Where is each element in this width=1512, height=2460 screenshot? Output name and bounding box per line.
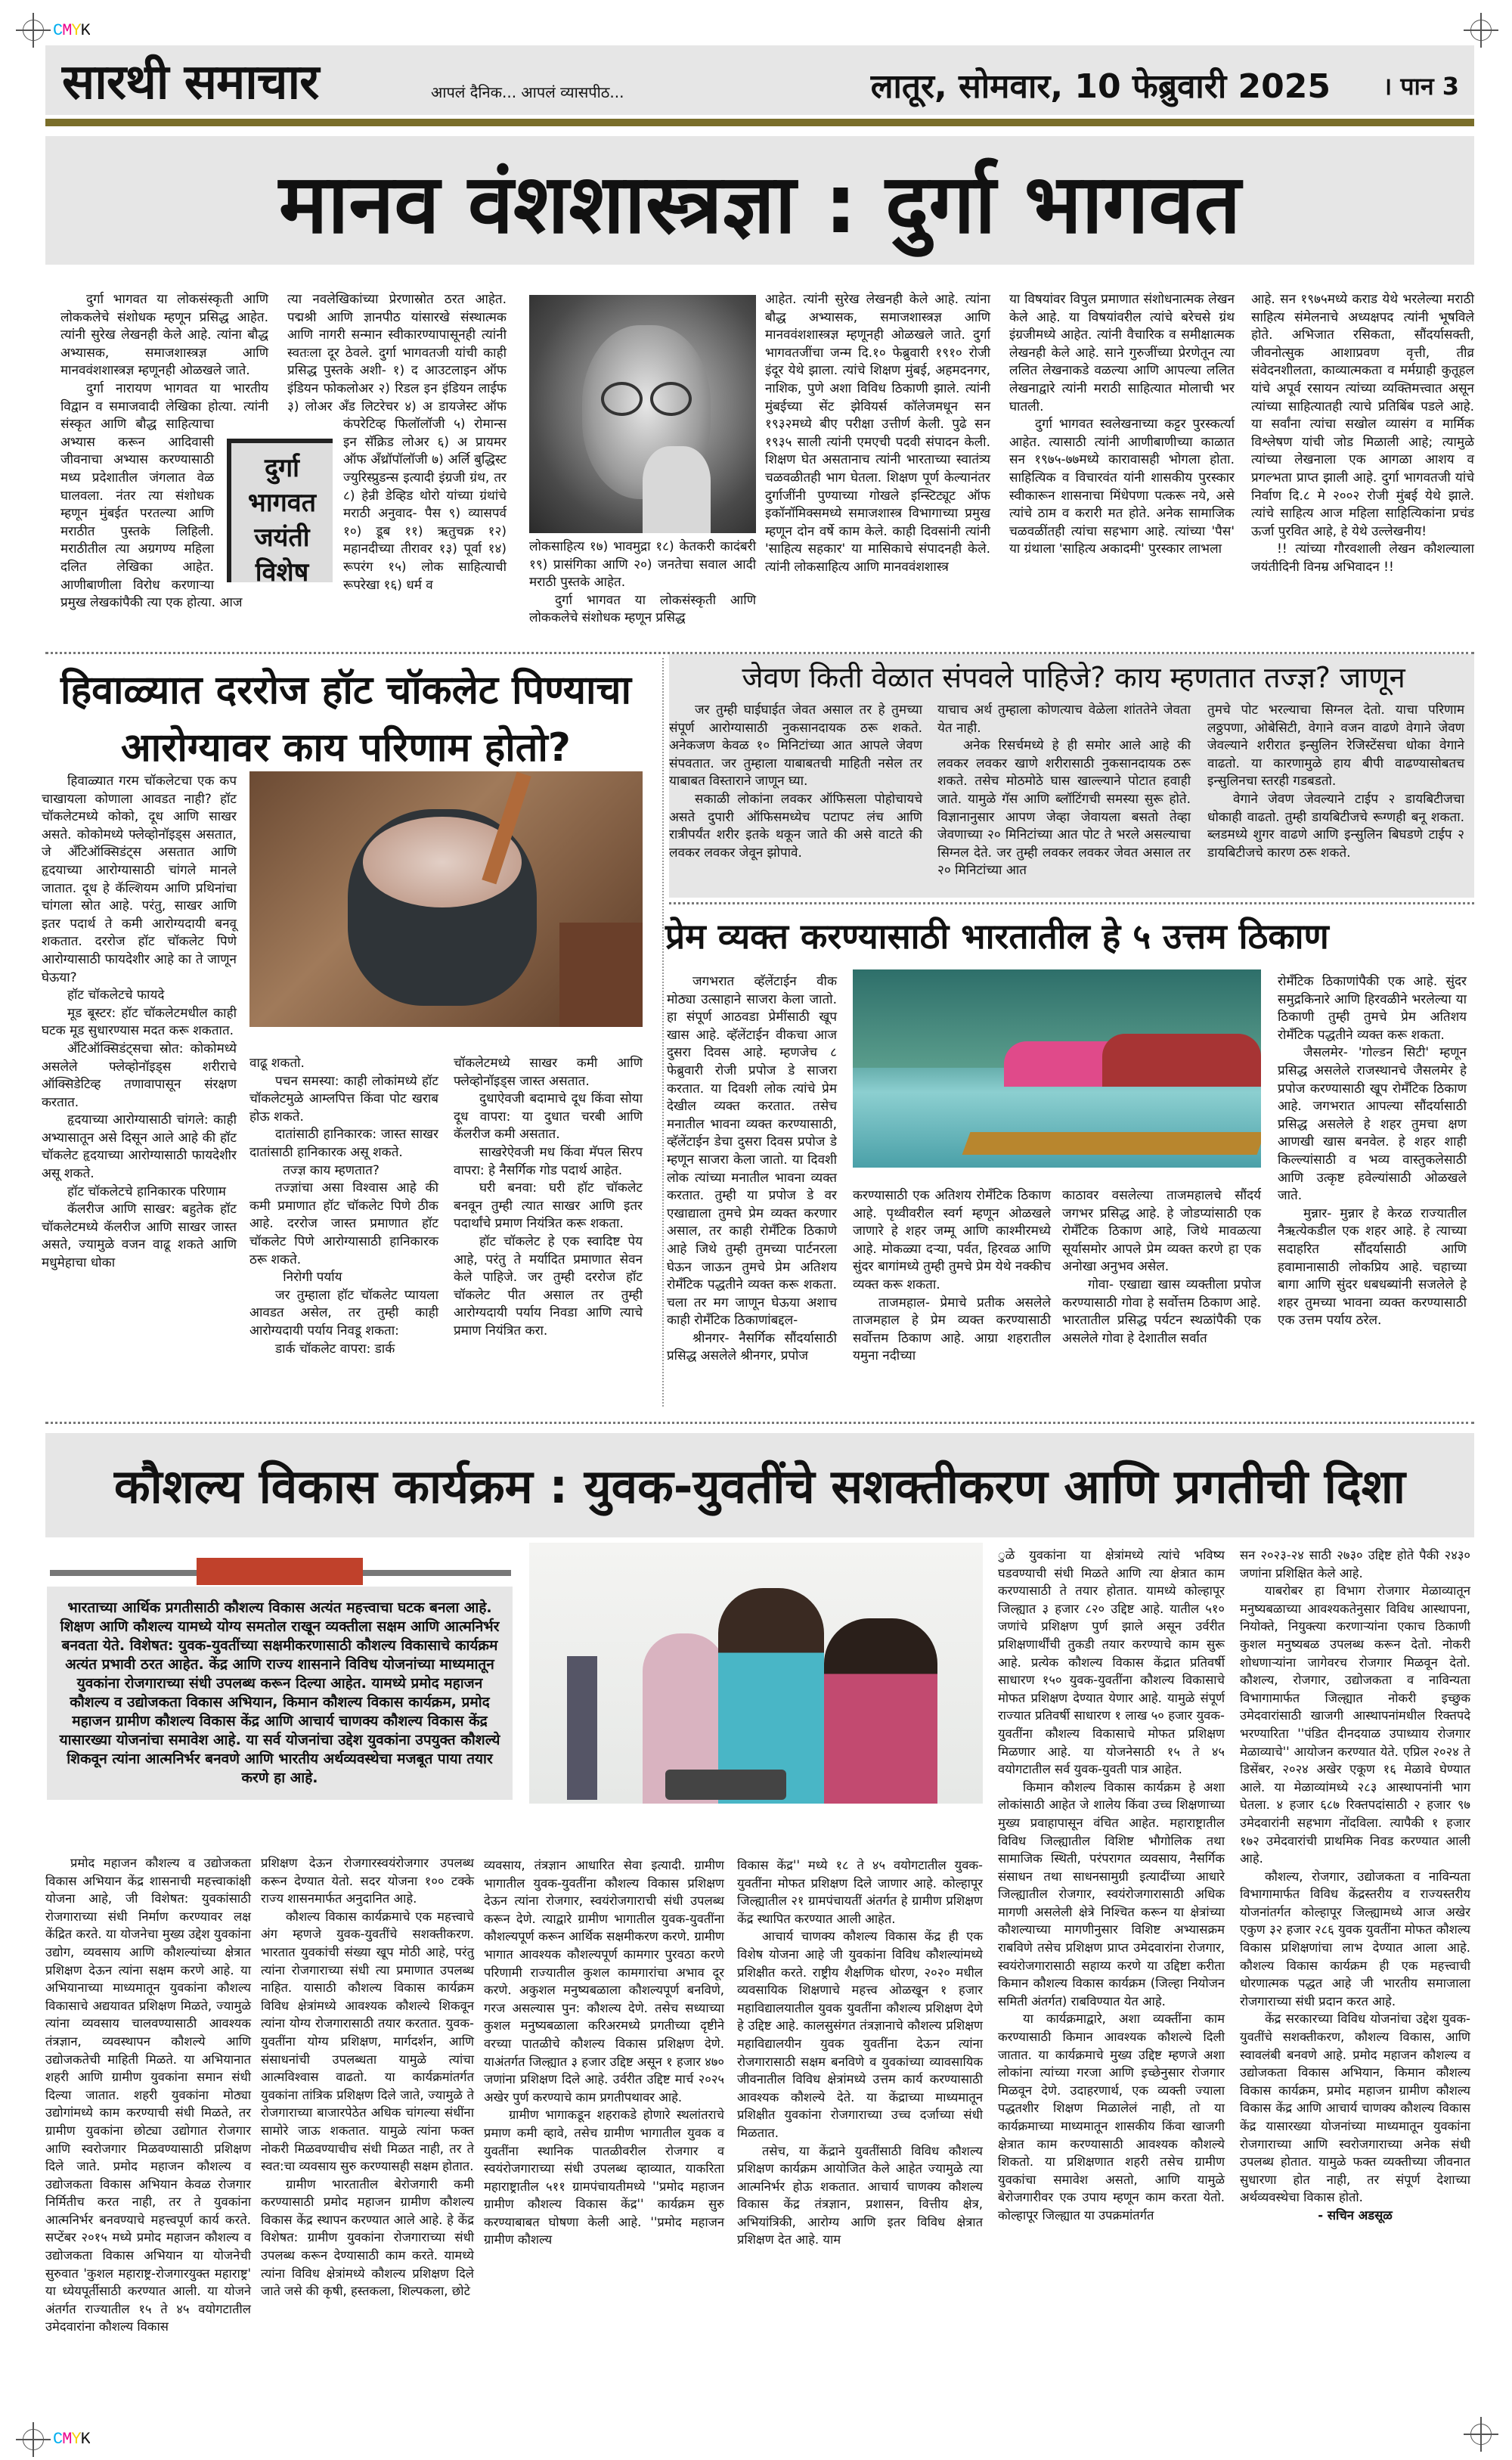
hot-chocolate-photo	[249, 771, 643, 1027]
paragraph: !! त्यांच्या गौरवशाली लेखन कौशल्याला जयंतीदिनी विनम्र अभिवादन !!	[1251, 541, 1474, 575]
paragraph: कॅलरीज आणि साखर: बहुतेक हॉट चॉकलेटमध्ये कॅलरीज आणि साखर जास्त असते, ज्यामुळे वजन वाढू शकते आणि मधुमेहाचा धोका	[42, 1202, 237, 1271]
intro-paragraph: भारताच्या आर्थिक प्रगतीसाठी कौशल्य विकास अत्यंत महत्त्वाचा घटक बनला आहे. शिक्षण आणि कौशल्य यामध्ये योग्य समतोल राखून व्यक्तीला सक्षम आणि आत्मनिर्भर बनवता येते. विशेषत: युवक-युवतींच्या सक्षमीकरणासाठी कौशल्य विकासाचे कार्यक्रम अत्यंत प्रभावी ठरत आहेत. केंद्र आणि राज्य शासनाने विविध योजनांच्या माध्यमातून युवकांना रोजगाराच्या संधी उपलब्ध करून दिल्या आहेत. यामध्ये प्रमोद महाजन कौशल्य व उद्योजकता विकास अभियान, किमान कौशल्य विकास कार्यक्रम, प्रमोद महाजन ग्रामीण कौशल्य विकास केंद्र आणि आचार्य चाणक्य कौशल्य विकास केंद्र यासारख्या योजनांचा समावेश आहे. या सर्व योजनांचा उद्देश युवकांना उपयुक्त कौशल्ये शिकवून त्यांना आत्मनिर्भर बनवणे आणि भारतीय अर्थव्यवस्थेचा मजबूत पाया तयार करणे हा आहे.	[59, 1599, 500, 1786]
durga-col-6	[1251, 291, 1474, 577]
paragraph: तुमचे पोट भरल्याचा सिग्नल देतो. याचा परिणाम लठ्ठपणा, ओबेसिटी, वेगाने वजन वाढणे वेगाने जेवण जेवल्याने शरीरात इन्सुलिन रेजिस्टेंसचा धोका वेगाने वाढतो. या कारणामुळे हाय बीपी वाढण्यासोबतच इन्सुलिनचा स्तरही गडबडतो.	[1207, 703, 1464, 789]
paragraph: काठावर वसलेल्या ताजमहालचे सौंदर्य जगभर प्रसिद्ध आहे. हे जोडप्यांसाठी एक रोमॅंटिक ठिकाण आहे, जिथे मावळत्या सूर्यासमोर आपले प्रेम व्यक्त करणे हा एक अनोखा अनुभव असेल.	[1062, 1188, 1261, 1275]
paragraph: जर तुम्ही घाईघाईत जेवत असाल तर हे तुमच्या संपूर्ण आरोग्यासाठी नुकसानदायक ठरू शकते. अनेकजण केवळ १० मिनिटांच्या आत आपले जेवण संपवतात. जर तुम्हाला याबाबतची माहिती नसेल तर याबाबत विस्ताराने जाणून घ्या.	[669, 703, 922, 789]
paragraph: ग्रामीण भागाकडून शहराकडे होणारे स्थलांतराचे प्रमाण कमी व्हावे, तसेच ग्रामीण भागातील युवक व युवतींना स्थानिक पातळीवरील रोजगार व स्वयंरोजगाराच्या संधी उपलब्ध व्हाव्यात, याकरिता महाराष्ट्रातील ५११ ग्रामपंचायतीमध्ये ''प्रमोद महाजन ग्रामीण कौशल्य विकास केंद्र'' कार्यक्रम सुरु करण्याबाबत घोषणा केली आहे. ''प्रमोद महाजन ग्रामीण कौशल्य	[484, 2108, 724, 2248]
paragraph: ताजमहाल- प्रेमाचे प्रतीक असलेले ताजमहाल हे प्रेम व्यक्त करण्यासाठी सर्वोत्तम ठिकाण आहे. आग्रा शहरातील यमुना नदीच्या	[853, 1295, 1051, 1364]
skills-col-2	[261, 1854, 474, 2300]
paragraph: दुर्गा भागवत या लोकसंस्कृती आणि लोककलेचे संशोधक म्हणून प्रसिद्ध	[529, 592, 756, 626]
paragraph: दुर्गा भागवत स्वलेखनाच्या कट्टर पुरस्कर्त्या आहेत. त्यासाठी त्यांनी आणीबाणीच्या काळात सन १९७५-७७मध्ये कारावासही भोगला होता. साहित्यिक व विचारवंत यांनी शासकीय पुरस्कार स्वीकारून शासनाचा मिंधेपणा पत्करू नये, असे त्यांचे ठाम व करारी मत होते. अनेक सामाजिक चळवळींतही त्यांचा सहभाग आहे. त्यांच्या 'पैस' या ग्रंथाला 'साहित्य अकादमी' पुरस्कार लाभला	[1009, 417, 1235, 557]
paragraph: ुळे युवकांना या क्षेत्रांमध्ये त्यांचे भविष्य घडवण्याची संधी मिळते आणि त्या क्षेत्रात काम करण्यासाठी ते तयार होतात. यामध्ये कोल्हापूर जिल्ह्यात ३ हजार ८२० उद्दिष्ट आहे. यातील ५१० जणांचे प्रशिक्षण पुर्ण झाले असून उर्वरीत प्रशिक्षणार्थींची तुकडी तयार करण्याचे काम सुरू आहे. प्रत्येक कौशल्य विकास केंद्रात प्रतिवर्षी साधारण १५० युवक-युवतींना कौशल्य विकासाचे मोफत प्रशिक्षण देण्यात येणार आहे. यामुळे संपूर्ण राज्यात प्रतिवर्षी साधारण १ लाख ५० हजार युवक-युवतींना कौशल्य विकासाचे मोफत प्रशिक्षण मिळणार आहे. या योजनेसाठी १५ ते ४५ वयोगटातील सर्व युवक-युवती पात्र आहेत.	[998, 1548, 1225, 1777]
skills-intro-box	[47, 1587, 513, 1800]
paragraph: केंद्र सरकारच्या विविध योजनांचा उद्देश युवक-युवतींचे सशक्तीकरण, कौशल्य विकास, आणि स्वावलंबी बनवणे आहे. प्रमोद महाजन कौशल्य व उद्योजकता विकास अभियान, किमान कौशल्य विकास कार्यक्रम, प्रमोद महाजन ग्रामीण कौशल्य विकास केंद्र आणि आचार्य चाणक्य कौशल्य विकास केंद्र यासारख्या योजनांच्या माध्यमातून युवकांना रोजगाराच्या आणि स्वरोजगाराच्या अनेक संधी उपलब्ध होतात. यामुळे फक्त व्यक्तीच्या जीवनात सुधारणा होत नाही, तर संपूर्ण देशाच्या अर्थव्यवस्थेचा विकास होतो.	[1240, 2012, 1470, 2205]
paragraph: याचाच अर्थ तुम्हाला कोणत्याच वेळेला शांततेने जेवता येत नाही.	[937, 703, 1191, 736]
meal-col-2	[937, 702, 1191, 880]
headline-line: आरोग्यावर काय परिणाम होतो?	[121, 725, 571, 771]
headline-meal-time: जेवण किती वेळात संपवले पाहिजे? काय म्हणतात तज्ज्ञ? जाणून	[742, 661, 1405, 694]
paragraph: चॉकलेटमध्ये साखर कमी आणि फ्लेव्होनॉइड्स जास्त असतात.	[454, 1056, 643, 1089]
paragraph: प्रमोद महाजन कौशल्य व उद्योजकता विकास अभियान केंद्र शासनाची महत्त्वाकांक्षी योजना आहे, जी विशेषत: युवकांसाठी रोजगाराच्या संधी निर्माण करण्यावर लक्ष केंद्रित करते. या योजनेचा मुख्य उद्देश युवकांना उद्योग, व्यवसाय आणि कौशल्यांच्या क्षेत्रात प्रशिक्षण देऊन त्यांना सक्षम करणे आहे. या अभियानाच्या माध्यमातून युवकांना कौशल्य विकासाचे अद्ययावत प्रशिक्षण मिळते, ज्यामुळे त्यांना व्यवसाय चालवण्यासाठी आवश्यक तंत्रज्ञान, व्यवस्थापन कौशल्ये आणि उद्योजकतेची माहिती मिळते. या अभियानात शहरी आणि ग्रामीण युवकांना समान संधी दिल्या जातात. शहरी युवकांना मोठ्या उद्योगांमध्ये काम करण्याची संधी मिळते, तर ग्रामीण युवकांना छोट्या उद्योगात रोजगार आणि स्वरोजगार मिळवण्यासाठी प्रशिक्षण दिले जाते. प्रमोद महाजन कौशल्य व उद्योजकता विकास अभियान केवळ रोजगार निर्मितीच करत नाही, तर ते युवकांना आत्मनिर्भर बनवण्याचे महत्त्वपूर्ण कार्य करते. सप्टेंबर २०१५ मध्ये प्रमोद महाजन कौशल्य व उद्योजकता विकास अभियान या योजनेची सुरुवात 'कुशल महाराष्ट्र-रोजगारयुक्त महाराष्ट्र' या ध्येयपूर्तीसाठी करण्यात आली. या योजने अंतर्गत राज्यातील १५ ते ४५ वयोगटातील उमेदवारांना कौशल्य विकास	[45, 1856, 251, 2334]
paragraph: दातांसाठी हानिकारक: जास्त साखर दातांसाठी हानिकारक असू शकते.	[249, 1127, 438, 1160]
paragraph: रोमॅंटिक ठिकाणांपैकी एक आहे. सुंदर समुद्रकिनारे आणि हिरवळीने भरलेल्या या ठिकाणी तुम्ही तुमचे प्रेम अतिशय रोमॅंटिक पद्धतीने व्यक्त करू शकता.	[1278, 974, 1467, 1043]
dateline: लातूर, सोमवार, 10 फेब्रुवारी 2025	[870, 67, 1331, 106]
paragraph: दुर्गा नारायण भागवत या भारतीय विद्वान व समाजवादी लेखिका होत्या. त्यांनी संस्कृत आणि बौद्ध साहित्याचा अभ्यास करून आदिवासी जीवनाचा अभ्यास करण्यासाठी मध्य प्रदेशातील जंगलात वेळ घालवला. नंतर त्या संशोधक म्हणून मुंबईत परतल्या आणि मराठीत पुस्तके लिहिली. मराठीतील त्या अग्रगण्य महिला दलित लेखिका आहेत. आणीबाणीला विरोध करणाऱ्या प्रमुख लेखकांपैकी त्या एक होत्या. आज	[60, 380, 268, 611]
registration-mark-icon	[23, 20, 44, 41]
travel-col-3	[1062, 1187, 1261, 1348]
masthead-rule	[45, 119, 1474, 126]
paragraph: अँटिऑक्सिडंट्सचा स्रोत: कोकोमध्ये असलेले फ्लेव्होनॉइड्स शरीराचे ऑक्सिडेटिव्ह तणावापासून संरक्षण करतात.	[42, 1041, 237, 1110]
chocolate-col-2	[249, 1055, 438, 1358]
cmyk-mark: CMYK	[53, 21, 90, 40]
paragraph: याबरोबर हा विभाग रोजगार मेळाव्यातून मनुष्यबळाच्या आवश्यकतेनुसार विविध आस्थापना, नियोक्ते, नियुक्त्या करणाऱ्यांना एकाच ठिकाणी कुशल मनुष्यबळ उपलब्ध करून देतो. नोकरी शोधणाऱ्यांना जागेवरच रोजगार मिळवून देतो. कौशल्य, रोजगार, उद्योजकता व नाविन्यता विभागामार्फत जिल्ह्यात नोकरी इच्छुक उमेदवारांसाठी खाजगी आस्थापनांमधील रिक्तपदे भरण्यारिता ''पंडित दीनदयाळ उपाध्याय रोजगार मेळाव्याचे'' आयोजन करण्यात येते. एप्रिल २०२४ ते डिसेंबर, २०२४ अखेर एकूण १६ मेळावे घेण्यात आले. या मेळाव्यांमध्ये २८३ आस्थापनांनी भाग घेतला. ४ हजार ६८७ रिक्तपदांसाठी २ हजार ९७ उमेदवारांनी सहभाग नोंदविला. त्यापैकी १ हजार १७२ उमेदवारांची प्राथमिक निवड करण्यात आली आहे.	[1240, 1584, 1470, 1866]
paragraph: जैसलमेर- 'गोल्डन सिटी' म्हणून प्रसिद्ध असलेले राजस्थानचे जैसलमेर हे प्रपोज करण्यासाठी खूप रोमॅंटिक ठिकाण आहे. जगभरात आपल्या सौंदर्यासाठी प्रसिद्ध असलेले हे शहर तुमचा क्षण आणखी खास बनवेल. हे शहर शाही किल्ल्यांसाठी व भव्य वास्तुकलेसाठी आणि उत्कृष्ट हवेल्यांसाठी ओळखले जाते.	[1278, 1045, 1467, 1204]
paragraph: अनेक रिसर्चमध्ये हे ही समोर आले आहे की लवकर लवकर खाणे शरीरासाठी नुकसानदायक ठरू शकते. तसेच मोठमोठे घास खाल्ल्याने पोटात हवाही जाते. यामुळे गॅस आणि ब्लॉटिंगची समस्या सुरू होते. विज्ञानानुसार आपण जेव्हा जेवायला बसतो तेव्हा जेवणाच्या २० मिनिटांच्या आत पोट ते भरले असल्याचा सिग्नल देते. जर तुम्ही लवकर लवकर जेवत असाल तर २० मिनिटांच्या आत	[937, 738, 1191, 879]
paragraph: सकाळी लोकांना लवकर ऑफिसला पोहोचायचे असते दुपारी ऑफिसमध्येच पटापट लंच आणि रात्रीपर्यंत शरीर इतके थकून जाते की असे वाटते की लवकर लवकर जेवून झोपावे.	[669, 791, 922, 861]
headline-skills: कौशल्य विकास कार्यक्रम : युवक-युवतींचे सशक्तीकरण आणि प्रगतीची दिशा	[45, 1433, 1474, 1537]
paragraph: दुधाऐवजी बदामाचे दूध किंवा सोया दूध वापरा: या दुधात चरबी आणि कॅलरीज कमी असतात.	[454, 1091, 643, 1143]
registration-mark-icon	[1470, 2424, 1492, 2445]
headline-hot-chocolate	[30, 662, 662, 777]
paragraph: दुर्गा भागवत या लोकसंस्कृती आणि लोककलेचे संशोधक म्हणून प्रसिद्ध आहेत. त्यांनी सुरेख लेखनही केले आहे. त्यांना बौद्ध अभ्यासक, समाजशास्त्रज्ञ आणि मानववंशशास्त्रज्ञ म्हणूनही ओळखले जाते.	[60, 292, 268, 379]
callout-line: भागवत	[247, 488, 317, 518]
meal-col-3	[1207, 702, 1464, 862]
paragraph: हॉट चॉकलेट हे एक स्वादिष्ट पेय आहे, परंतु ते मर्यादित प्रमाणात सेवन केले पाहिजे. जर तुम्ही दररोज हॉट चॉकलेट पीत असाल तर तुम्ही आरोग्यदायी पर्याय निवडा आणि त्याचे प्रमाण नियंत्रित करा.	[454, 1233, 643, 1339]
paragraph: या कार्यक्रमाद्वारे, अशा व्यक्तींना काम करण्यासाठी किमान आवश्यक कौशल्ये दिली जातात. या कार्यक्रमाचे मुख्य उद्दिष्ट म्हणजे अशा लोकांना त्यांच्या गरजा आणि इच्छेनुसार रोजगार मिळवून देणे. उदाहरणार्थ, एक व्यक्ती ज्याला पद्धतशीर शिक्षण मिळालेलं नाही, तो या कार्यक्रमाच्या माध्यमातून शासकीय किंवा खाजगी क्षेत्रात काम करण्यासाठी आवश्यक कौशल्ये शिकतो. या प्रशिक्षणात शहरी तसेच ग्रामीण युवकांचा समावेश असतो, आणि यामुळे बेरोजगारीवर एक उपाय म्हणून काम करता येतो. कोल्हापूर जिल्ह्यात या उपक्रमांतर्गत	[998, 2012, 1225, 2223]
registration-mark-icon	[1470, 20, 1492, 41]
paragraph: कौशल्य, रोजगार, उद्योजकता व नाविन्यता विभागामार्फत विविध केंद्रस्तरीय व राज्यस्तरीय योजनांतर्गत कोल्हापूर जिल्ह्यामध्ये आज अखेर एकुण ३२ हजार २८६ युवक युवतींना मोफत कौशल्य विकास प्रशिक्षणांचा लाभ देण्यात आला आहे. कौशल्य विकास कार्यक्रम ही एक महत्त्वाची धोरणात्मक पद्धत आहे जी भारतीय समाजाला रोजगाराच्या संधी प्रदान करत आहे.	[1240, 1869, 1470, 2009]
intro-tab	[197, 1558, 363, 1585]
travel-col-4	[1278, 973, 1467, 1330]
paragraph: पचन समस्या: काही लोकांमध्ये हॉट चॉकलेटमुळे आम्लपित्त किंवा पोट खराब होऊ शकते.	[249, 1073, 438, 1125]
paragraph: आहे. सन १९७५मध्ये कराड येथे भरलेल्या मराठी साहित्य संमेलनाचे अध्यक्षपद त्यांनी भूषविले होते. अभिजात रसिकता, सौंदर्यासक्ती, जीवनोत्सुक आशाप्रवण वृत्ती, तीव्र संवेदनशीलता, काव्यात्मकता व मर्मग्राही कुतूहल यांचे अपूर्व रसायन त्यांच्या व्यक्तिमत्त्वात असून त्यांच्या साहित्यातही त्याचे प्रतिबिंब पडले आहे. या सर्वांना त्यांचा सखोल व्यासंग व मार्मिक विश्लेषण यांची जोड मिळाली आहे; त्यामुळे त्यांच्या लेखनाला एक आगळा आशय व प्रगल्भता प्राप्त झाली आहे. दुर्गा भागवतजी यांचे निर्वाण दि.८ मे २००२ रोजी मुंबई येथे झाले. त्यांचे साहित्य आज महिला साहित्यिकांना प्रचंड ऊर्जा पुरवित आहे, हे येथे उल्लेखनीय!	[1251, 292, 1474, 539]
cmyk-mark: CMYK	[53, 2430, 90, 2449]
travel-col-2	[853, 1187, 1051, 1366]
paragraph: प्रशिक्षण देऊन रोजगारस्वयंरोजगार उपलब्ध करून देण्यात येतो. सदर योजना १०० टक्के राज्य शासनमार्फत अनुदानित आहे.	[261, 1856, 474, 1906]
registration-mark-icon	[23, 2429, 44, 2450]
paragraph: व्यवसाय, तंत्रज्ञान आधारित सेवा इत्यादी. ग्रामीण भागातील युवक-युवतींना कौशल्य विकास प्रशिक्षण देऊन त्यांना रोजगार, स्वयंरोजगाराची संधी उपलब्ध करून देणे. त्याद्वारे ग्रामीण भागातील युवक-युवतींना कौशल्यपूर्ण करून आर्थिक सक्षमीकरण करणे. ग्रामीण भागात आवश्यक कौशल्यपूर्ण कामगार पुरवठा करणे परिणामी राज्यातील कुशल कामगारांचा अभाव दूर करणे. अकुशल मनुष्यबळाला कौशल्यपूर्ण बनविणे, गरज असल्यास पुन: कौशल्य देणे. तसेच सध्याच्या कुशल मनुष्यबळाला करिअरमध्ये प्रगतीच्या दृष्टीने वरच्या पातळीचे कौशल्य विकास प्रशिक्षण देणे. याअंतर्गत जिल्ह्यात ३ हजार उद्दिष्ट असून १ हजार ४७० जणांना प्रशिक्षण दिले आहे. उर्वरीत उद्दिष्ट मार्च २०२५ अखेर पुर्ण करण्याचे काम प्रगतीपथावर आहे.	[484, 1858, 724, 2105]
paragraph: मुन्नार- मुन्नार हे केरळ राज्यातील नैऋत्येकडील एक शहर आहे. हे त्याच्या सदाहरित सौंदर्यासाठी आणि हवामानासाठी लोकप्रिय आहे. चहाच्या बागा आणि सुंदर धबधब्यांनी सजलेले हे शहर तुमच्या भावना व्यक्त करण्यासाठी एक उत्तम पर्याय ठरेल.	[1278, 1205, 1467, 1329]
paragraph: तसेच, या केंद्राने युवतींसाठी विविध कौशल्य प्रशिक्षण कार्यक्रम आयोजित केले आहेत ज्यामुळे त्या आत्मनिर्भर होऊ शकतात. आचार्य चाणक्य कौशल्य विकास केंद्र तंत्रज्ञान, प्रशासन, वित्तीय क्षेत्र, अभियांत्रिकी, आरोग्य आणि इतर विविध क्षेत्रात प्रशिक्षण देत आहे. याम	[737, 2143, 983, 2248]
paragraph: आचार्य चाणक्य कौशल्य विकास केंद्र ही एक विशेष योजना आहे जी युवकांना विविध कौशल्यांमध्ये प्रशिक्षीत करते. राष्ट्रीय शैक्षणिक धोरण, २०२० मधील व्यवसायिक शिक्षणाचे महत्त्व ओळखून १ हजार महाविद्यालयातील युवक युवतींना कौशल्य प्रशिक्षण देणे हे उद्दिष्ट आहे. कालसुसंगत तंत्रज्ञानाचे कौशल्य प्रशिक्षण महाविद्यालयीन युवक युवतींना देऊन त्यांना रोजगारासाठी सक्षम बनविणे व युवकांच्या व्यावसायिक जीवनातील विविध क्षेत्रांमध्ये उत्तम कार्य करण्यासाठी आवश्यक कौशल्ये देते. या केंद्राच्या माध्यमातून प्रशिक्षीत युवकांना रोजगाराच्या उच्च दर्जाच्या संधी मिळतात.	[737, 1929, 983, 2140]
chocolate-col-1	[42, 773, 237, 1273]
paragraph: गोवा- एखाद्या खास व्यक्तीला प्रपोज करण्यासाठी गोवा हे सर्वोत्तम ठिकाण आहे. भारतातील प्रसिद्ध पर्यटन स्थळांपैकी एक असलेले गोवा हे देशातील सर्वात	[1062, 1277, 1261, 1346]
paragraph: आहेत. त्यांनी सुरेख लेखनही केले आहे. त्यांना बौद्ध अभ्यासक, समाजशास्त्रज्ञ आणि मानववंशशास्त्रज्ञ म्हणूनही ओळखले जाते. दुर्गा भागवतजींचा जन्म दि.१० फेब्रुवारी १९१० रोजी इंदूर येथे झाला. त्यांचे शिक्षण मुंबई, अहमदनगर, नाशिक, पुणे अशा विविध ठिकाणी झाले. त्यांनी मुंबईच्या सेंट झेवियर्स कॉलेजमधून सन १९३२मध्ये बीए परीक्षा उत्तीर्ण केली. पुढे सन १९३५ साली त्यांनी एमएची पदवी संपादन केली. शिक्षण घेत असतानाच त्यांनी भारताच्या स्वातंत्र्य चळवळीतही भाग घेतला. शिक्षण पूर्ण केल्यानंतर दुर्गाजींनी पुण्याच्या गोखले इन्स्टिट्यूट ऑफ इकॉनॉमिक्समध्ये समाजशास्त्र विभागाच्या प्रमुख म्हणून दोन वर्षे काम केले. काही दिवसांनी त्यांनी 'साहित्य सहकार' या मासिकाचे संपादनही केले. त्यांनी लोकसाहित्य आणि मानववंशशास्त्र	[765, 292, 990, 575]
paragraph: सन २०२३-२४ साठी २७३० उद्दिष्ट होते पैकी २४३० जणांना प्रशिक्षित केले आहे.	[1240, 1548, 1470, 1581]
paragraph: हृदयाच्या आरोग्यासाठी चांगले: काही अभ्यासातून असे दिसून आले आहे की हॉट चॉकलेट हृदयाच्या आरोग्यासाठी फायदेशीर असू शकते.	[42, 1112, 237, 1182]
callout-line: जयंती	[254, 523, 310, 553]
paragraph: किमान कौशल्य विकास कार्यक्रम हे अशा लोकांसाठी आहेत जे शालेय किंवा उच्च शिक्षणाच्या मुख्य प्रवाहापासून वंचित आहेत. महाराष्ट्रातील विविध जिल्ह्यातील विशिष्ट भौगोलिक तथा सामाजिक स्थिती, परंपरागत व्यवसाय, नैसर्गिक संसाधन तथा साधनसामुग्री इत्यादींच्या आधारे जिल्ह्यातील रोजगार, स्वयंरोजगारासाठी अधिक मागणी असलेली क्षेत्रे निश्चित करून या क्षेत्रांच्या कौशल्याच्या मागणीनुसार विशिष्ट अभ्यासक्रम राबविणे तसेच प्रशिक्षण प्राप्त उमेदवारांना रोजगार, स्वयंरोजगारासाठी सहाय्य करणे या उद्दिष्टा करीता किमान कौशल्य विकास कार्यक्रम (जिल्हा नियोजन समिती अंतर्गत) राबविण्यात येत आहे.	[998, 1779, 1225, 2009]
callout-line: दुर्गा	[264, 453, 299, 483]
newspaper-logo: सारथी समाचार	[62, 54, 319, 110]
section-divider	[45, 1422, 1474, 1424]
meal-col-1	[669, 702, 922, 862]
paragraph: लोकसाहित्य १७) भावमुद्रा १८) केतकरी कादंबरी १९) प्रासंगिका आणि २०) जनतेचा सवाल आदी मराठी पुस्तके आहेत.	[529, 539, 756, 591]
travel-col-1	[667, 973, 837, 1366]
paragraph: डार्क चॉकलेट वापरा: डार्क	[275, 1341, 395, 1357]
chocolate-col-3	[454, 1055, 643, 1341]
section-divider	[669, 902, 1474, 904]
paragraph: त्या नवलेखिकांच्या प्रेरणास्रोत ठरत आहेत. पद्मश्री आणि ज्ञानपीठ यांसारखे संस्थात्मक आणि नागरी सन्मान स्वीकारण्यापासूनही त्यांनी स्वतःला दूर ठेवले. दुर्गा भागवतजी यांची काही प्रसिद्ध पुस्तके अशी- १) द आउटलाइन ऑफ इंडियन फोकलोअर २) रिडल इन इंडियन लाईफ ३) लोअर अँड लिटरेचर ४) अ डायजेस्ट ऑफ कंपरेटिव्ह फिलॉलॉजी ५) रोमान्स इन सॅक्रिड लोअर ६) अ प्रायमर ऑफ अँथ्रॉपॉलॉजी ७) अर्लि बुद्धिस्ट ज्युरिस्प्रुडन्स इत्यादी इंग्रजी ग्रंथ, तर ८) हेन्री डेव्हिड थोरो यांच्या ग्रंथांचे मराठी अनुवाद- पैस ९) व्यासपर्व १०) डूब ११) ऋतुचक्र १२) महानदीच्या तीरावर १३) पूर्वा १४) रूपरंग १५) लोक साहित्याची रूपरेखा १६) धर्म व	[287, 292, 507, 593]
paragraph: वाढू शकतो.	[249, 1056, 305, 1071]
paragraph: श्रीनगर- नैसर्गिक सौंदर्यासाठी प्रसिद्ध असलेले श्रीनगर, प्रपोज	[667, 1330, 837, 1364]
paragraph: या विषयांवर विपुल प्रमाणात संशोधनात्मक लेखन केले आहे. या विषयांवरील त्यांचे बरेचसे ग्रंथ इंग्रजीमध्ये आहेत. त्यांनी वैचारिक व समीक्षात्मक लेखनही केले आहे. साने गुरुजींच्या प्रेरणेतून त्या ललित लेखनाकडे वळल्या आणि आपल्या ललित लेखनाद्वारे त्यांनी मराठी साहित्यात मोलाची भर घातली.	[1009, 292, 1235, 414]
page-number: । पान 3	[1383, 72, 1459, 101]
paragraph: कौशल्य विकास कार्यक्रमाचे एक महत्त्वाचे अंग म्हणजे युवक-युवतींचे सशक्तीकरण. भारतात युवकांची संख्या खूप मोठी आहे, परंतु त्यांना रोजगाराच्या संधी त्या प्रमाणात उपलब्ध नाहित. यासाठी कौशल्य विकास कार्यक्रम विविध क्षेत्रांमध्ये आवश्यक कौशल्ये शिकवून त्यांना योग्य रोजगारासाठी तयार करतात. युवक-युवतींना योग्य प्रशिक्षण, मार्गदर्शन, आणि संसाधनांची उपलब्धता यामुळे त्यांचा आत्मविश्वास वाढतो. या कार्यक्रमांतर्गत युवकांना तांत्रिक प्रशिक्षण दिले जाते, ज्यामुळे ते रोजगाराच्या बाजारपेठेत अधिक चांगल्या संधींना सामोरे जाऊ शकतात. यामुळे त्यांना फक्त नोकरी मिळवण्याचीच संधी मिळत नाही, तर ते स्वत:चा व्यवसाय सुरु करण्यासही सक्षम होतात.	[261, 1909, 474, 2174]
students-computer-photo	[529, 1543, 983, 1804]
paragraph: जर तुम्हाला हॉट चॉकलेट प्यायला आवडत असेल, तर तुम्ही काही आरोग्यदायी पर्याय निवडू शकता:	[249, 1287, 438, 1339]
subheading: हॉट चॉकलेटचे हानिकारक परिणाम	[67, 1183, 226, 1199]
subheading: हॉट चॉकलेटचे फायदे	[67, 988, 165, 1004]
paragraph: वेगाने जेवण जेवल्याने टाईप २ डायबिटीजचा धोकाही वाढतो. तुम्ही डायबिटीजचे रूग्णही बनू शकता. ब्लडमध्ये शुगर वाढणे आणि इन्सुलिन बिघडणे टाईप २ डायबिटीजचे कारण ठरू शकते.	[1207, 791, 1464, 861]
paragraph: हिवाळ्यात गरम चॉकलेटचा एक कप चाखायला कोणाला आवडत नाही? हॉट चॉकलेटमध्ये कोको, दूध आणि साखर असते. कोकोमध्ये फ्लेव्होनॉइड्स असतात, जे अँटिऑक्सिडंट्स असतात आणि हृदयाच्या आरोग्यासाठी चांगले मानले जातात. दूध हे कॅल्शियम आणि प्रथिनांचा चांगला स्रोत आहे. परंतु, साखर आणि इतर पदार्थ ते कमी आरोग्यदायी बनवू शकतात. दररोज हॉट चॉकलेट पिणे आरोग्यासाठी फायदेशीर आहे का ते जाणून घेऊया?	[42, 774, 237, 985]
durga-col-5	[1009, 291, 1235, 559]
paragraph: करण्यासाठी एक अतिशय रोमॅंटिक ठिकाण आहे. पृथ्वीवरील स्वर्ग म्हणून ओळखले जाणारे हे शहर जम्मू आणि काश्मीरमध्ये आहे. मोकळ्या दऱ्या, पर्वत, हिरवळ आणि सुंदर बागांमध्ये तुम्ही तुमचे प्रेम येथे नक्कीच व्यक्त करू शकता.	[853, 1188, 1051, 1292]
headline-travel: प्रेम व्यक्त करण्यासाठी भारतातील हे ५ उत्तम ठिकाण	[665, 916, 1329, 957]
durga-col-3	[529, 538, 756, 628]
skills-col-6	[1240, 1546, 1470, 2225]
paragraph: साखरेऐवजी मध किंवा मॅपल सिरप वापरा: हे नैसर्गिक गोड पदार्थ आहेत.	[454, 1144, 643, 1178]
shikara-boats-photo	[853, 969, 1261, 1168]
skills-col-1	[45, 1854, 251, 2336]
paragraph: मूड बूस्टर: हॉट चॉकलेटमधील काही घटक मूड सुधारण्यास मदत करू शकतात.	[42, 1005, 237, 1039]
skills-col-4	[737, 1857, 983, 2249]
durga-col-4	[765, 291, 990, 577]
subheading: तज्ज्ञ काय म्हणतात?	[283, 1162, 380, 1178]
column-divider	[662, 658, 664, 1407]
tagline: आपलं दैनिक... आपलं व्यासपीठ...	[431, 83, 624, 101]
paragraph: घरी बनवा: घरी हॉट चॉकलेट बनवून तुम्ही त्यात साखर आणि इतर पदार्थांचे प्रमाण नियंत्रित करू शकता.	[454, 1180, 643, 1232]
headline-durga: मानव वंशशास्त्रज्ञा : दुर्गा भागवत	[45, 136, 1474, 265]
paragraph: तज्ज्ञांचा असा विश्वास आहे की कमी प्रमाणात हॉट चॉकलेट पिणे ठीक आहे. दररोज जास्त प्रमाणात हॉट चॉकलेट पिणे आरोग्यासाठी हानिकारक ठरू शकते.	[249, 1180, 438, 1267]
masthead	[45, 45, 1474, 115]
skills-col-3	[484, 1857, 724, 2249]
callout-box	[227, 439, 333, 588]
author-byline: - सचिन अडसूळ	[1318, 2207, 1393, 2223]
subheading: निरोगी पर्याय	[283, 1270, 342, 1286]
headline-line: हिवाळ्यात दररोज हॉट चॉकलेट पिण्याचा	[60, 668, 632, 713]
paragraph: विकास केंद्र'' मध्ये १८ ते ४५ वयोगटातील युवक-युवतींना मोफत प्रशिक्षण दिले जाणार आहे. कोल्हापूर जिल्ह्यातील २१ ग्रामपंचायतीं अंतर्गत हे ग्रामीण प्रशिक्षण केंद्र स्थापित करण्यात आली आहेत.	[737, 1858, 983, 1926]
callout-line: विशेष	[255, 557, 309, 588]
paragraph: ग्रामीण भारतातील बेरोजगारी कमी करण्यासाठी प्रमोद महाजन ग्रामीण कौशल्य विकास केंद्र स्थापन करण्यात आले आहे. हे केंद्र विशेषत: ग्रामीण युवकांना रोजगाराच्या संधी उपलब्ध करून देण्यासाठी काम करते. यामध्ये त्यांना विविध क्षेत्रांमध्ये कौशल्य प्रशिक्षण दिले जाते जसे की कृषी, हस्तकला, शिल्पकला, छोटे	[261, 2176, 474, 2299]
durga-bhagwat-portrait	[529, 295, 756, 533]
skills-col-5	[998, 1546, 1225, 2225]
paragraph: जगभरात व्हॅलेंटाईन वीक मोठ्या उत्साहाने साजरा केला जातो. हा संपूर्ण आठवडा प्रेमींसाठी खूप खास आहे. व्हॅलेंटाईन वीकचा आज दुसरा दिवस आहे. म्हणजेच ८ फेब्रुवारी रोजी प्रपोज डे साजरा करतात. या दिवशी लोक त्यांचे प्रेम देखील व्यक्त करतात. तसेच मनातील भावना व्यक्त करण्यासाठी, व्हॅलेंटाईन डेचा दुसरा दिवस प्रपोज डे म्हणून साजरा केला जातो. या दिवशी लोक त्यांच्या मनातील भावना व्यक्त करतात. तुम्ही या प्रपोज डे वर एखाद्याला तुमचे प्रेम व्यक्त करणार असाल, तर काही रोमॅंटिक ठिकाणे आहे जिथे तुम्ही तुमच्या पार्टनरला घेऊन जाऊन तुमचे प्रेम अतिशय रोमॅंटिक पद्धतीने व्यक्त करू शकता. चला तर मग जाणून घेऊया अशाच काही रोमॅंटिक ठिकाणांबद्दल-	[667, 974, 837, 1329]
